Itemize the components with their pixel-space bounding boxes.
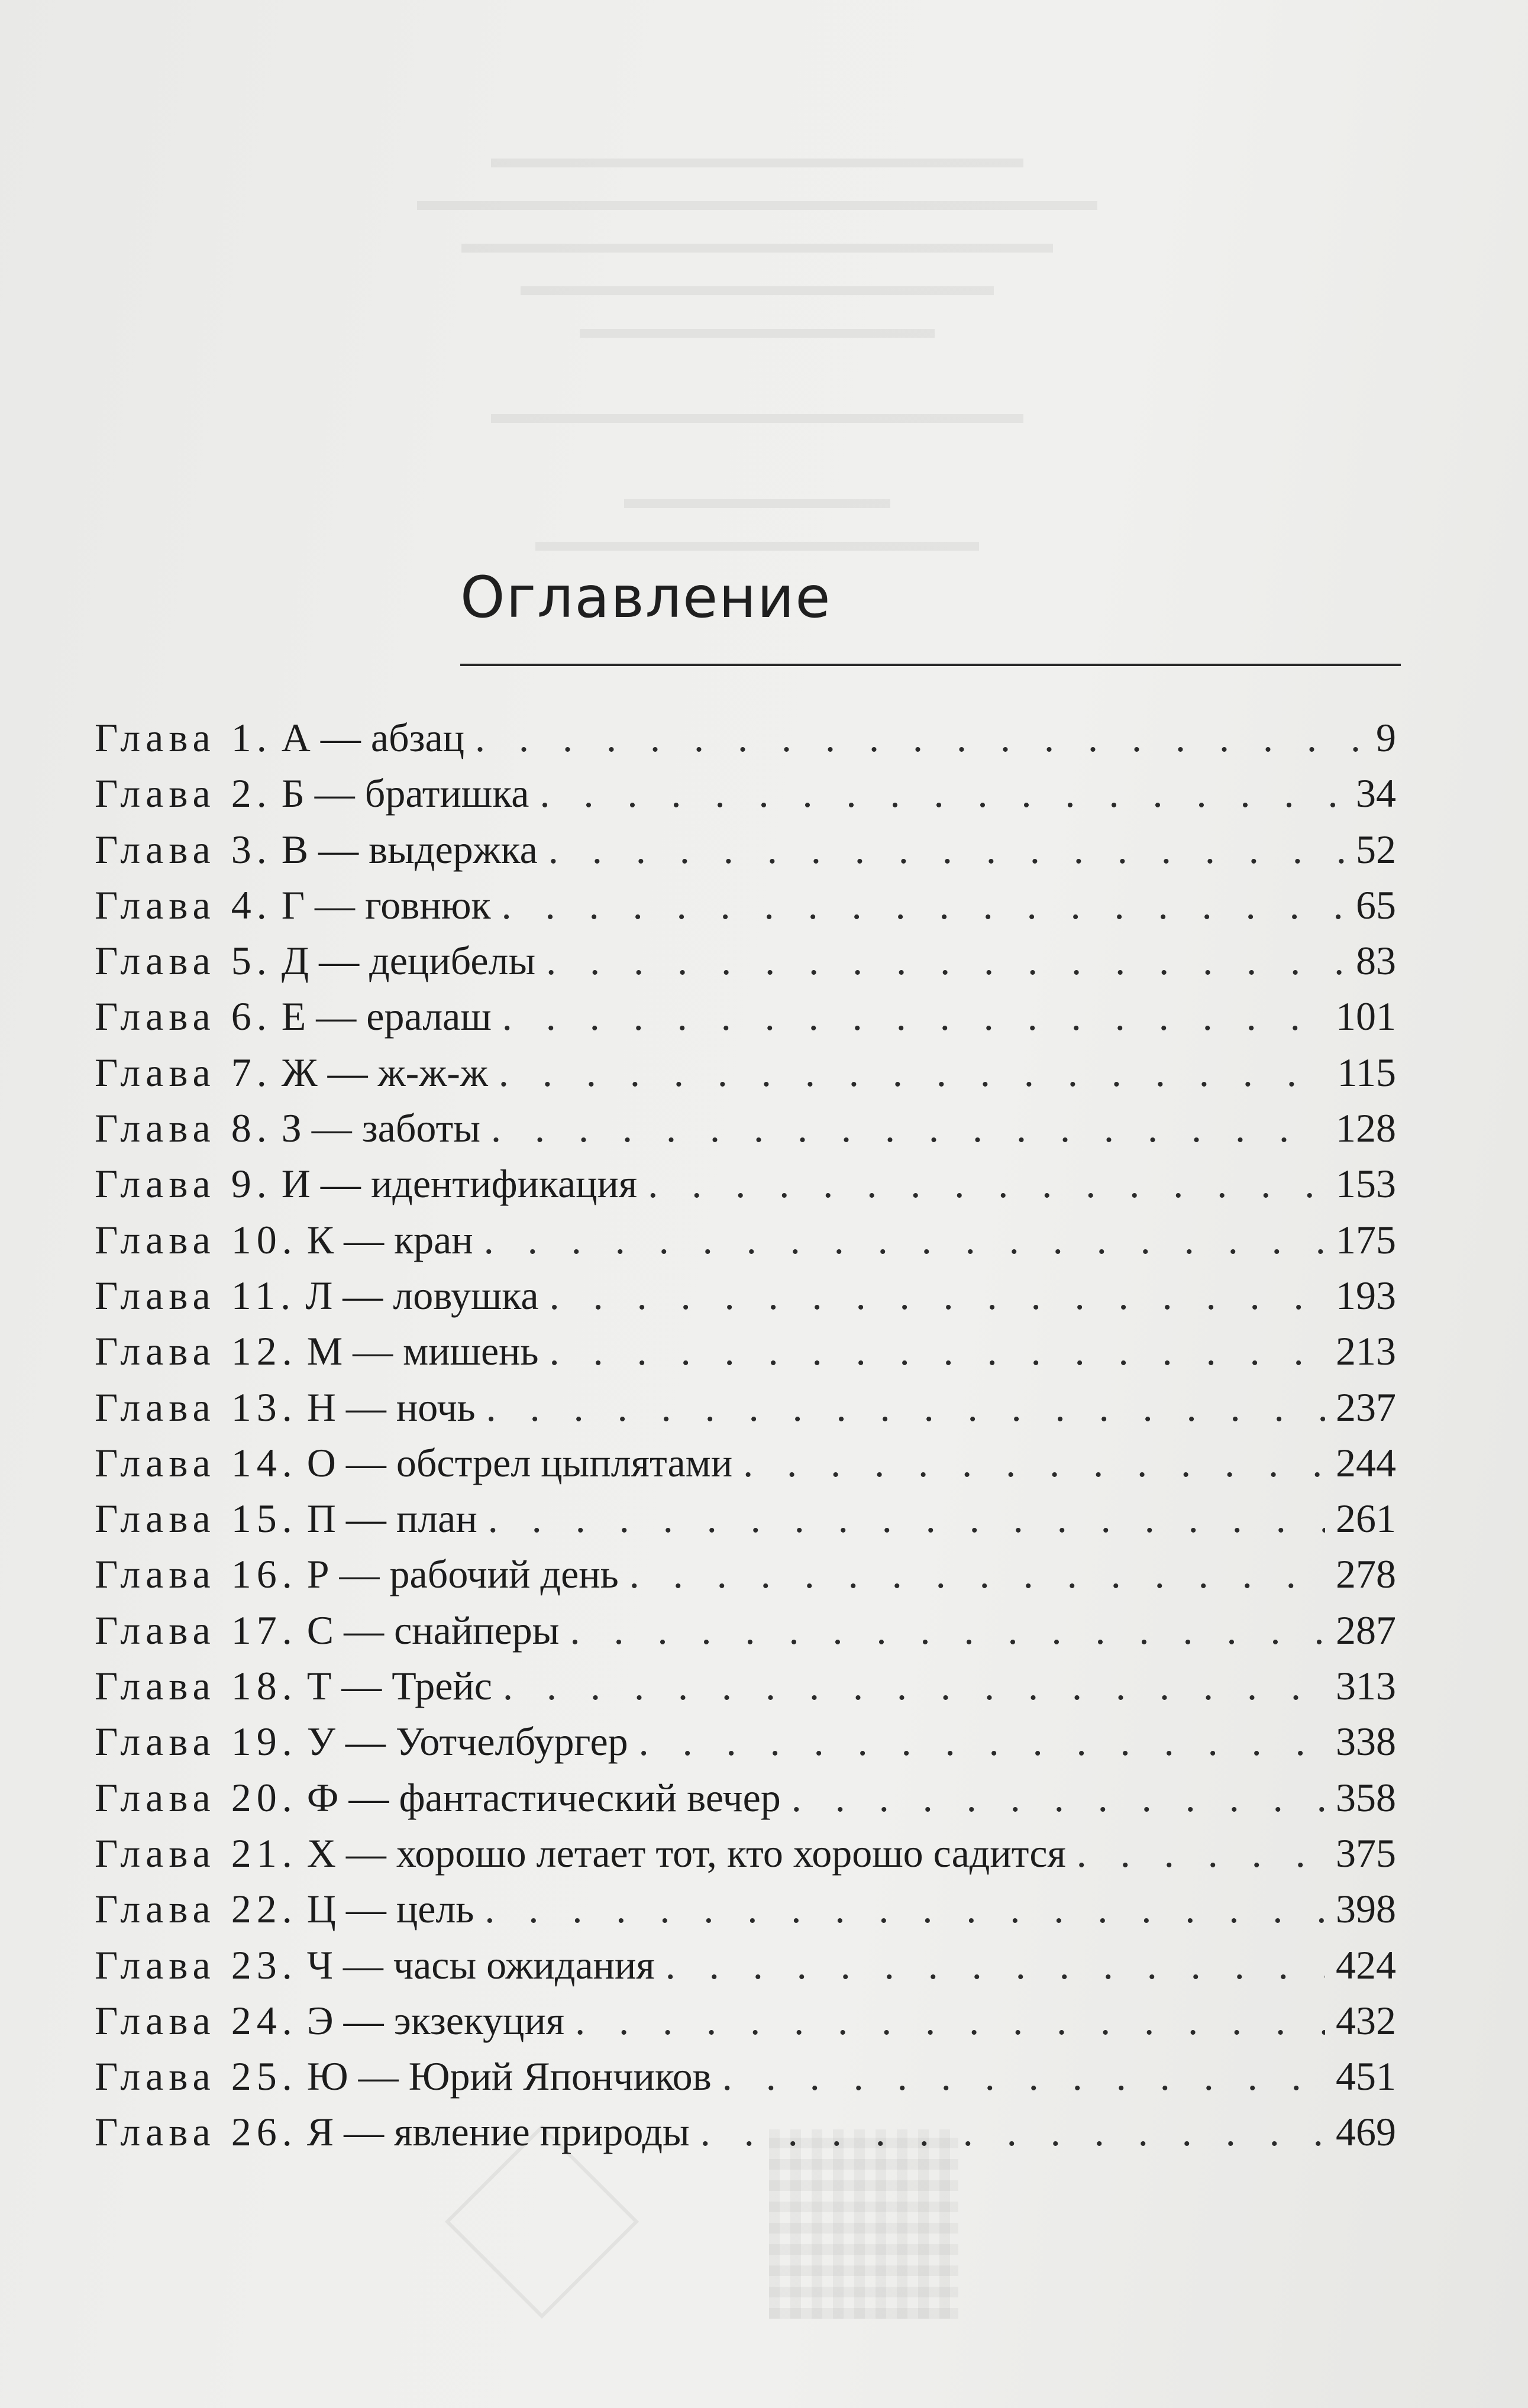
page-title: Оглавление bbox=[460, 564, 832, 631]
toc-leader-dots bbox=[648, 1161, 1325, 1207]
toc-chapter-number: Глава 15. bbox=[95, 1496, 298, 1541]
toc-chapter-number: Глава 26. bbox=[95, 2109, 298, 2155]
toc-entry bbox=[95, 1775, 1396, 1830]
toc-chapter-title: З — заботы bbox=[281, 1106, 480, 1151]
toc-chapter-number: Глава 4. bbox=[95, 882, 272, 927]
toc-leader-dots bbox=[575, 1997, 1325, 2044]
toc-chapter-number: Глава 21. bbox=[95, 1830, 298, 1876]
toc-page-number: 34 bbox=[1356, 771, 1396, 816]
toc-entry bbox=[95, 2109, 1396, 2164]
toc-page-number: 338 bbox=[1336, 1719, 1396, 1764]
toc-entry bbox=[95, 993, 1396, 1049]
toc-leader-dots bbox=[502, 882, 1345, 929]
toc-entry bbox=[95, 1718, 1396, 1774]
toc-leader-dots bbox=[548, 826, 1345, 873]
toc-chapter-number: Глава 3. bbox=[95, 826, 272, 872]
toc-leader-dots bbox=[629, 1551, 1325, 1598]
toc-leader-dots bbox=[484, 1886, 1325, 1932]
toc-page-number: 244 bbox=[1336, 1440, 1396, 1485]
toc-chapter-number: Глава 25. bbox=[95, 2054, 298, 2099]
toc-chapter-title: Ч — часы ожидания bbox=[306, 1942, 655, 1987]
toc-chapter-title: Х — хорошо летает тот, кто хорошо садится bbox=[306, 1830, 1066, 1876]
toc-entry bbox=[95, 1942, 1396, 1997]
toc-page-number: 375 bbox=[1336, 1830, 1396, 1876]
toc-chapter-title: Р — рабочий день bbox=[306, 1552, 619, 1597]
toc-chapter-title: В — выдержка bbox=[281, 826, 538, 872]
toc-chapter-title: Г — говнюк bbox=[281, 882, 491, 927]
toc-chapter-title: К — кран bbox=[306, 1217, 473, 1262]
toc-chapter-number: Глава 7. bbox=[95, 1049, 272, 1095]
toc-leader-dots bbox=[546, 938, 1345, 984]
toc-chapter-number: Глава 19. bbox=[95, 1719, 298, 1764]
toc-chapter-title: Ц — цель bbox=[306, 1886, 474, 1932]
toc-chapter-number: Глава 5. bbox=[95, 938, 272, 984]
toc-chapter-title: Б — братишка bbox=[281, 771, 529, 816]
table-of-contents bbox=[95, 715, 1396, 2165]
toc-entry bbox=[95, 1217, 1396, 1272]
toc-entry bbox=[95, 1328, 1396, 1384]
toc-entry bbox=[95, 1607, 1396, 1663]
toc-page-number: 101 bbox=[1336, 994, 1396, 1039]
toc-page-number: 287 bbox=[1336, 1607, 1396, 1653]
toc-page-number: 432 bbox=[1336, 1997, 1396, 2043]
toc-page-number: 153 bbox=[1336, 1161, 1396, 1207]
toc-chapter-title: Д — децибелы bbox=[281, 938, 536, 984]
toc-chapter-title: Т — Трейс bbox=[306, 1663, 492, 1709]
toc-chapter-title: П — план bbox=[306, 1496, 477, 1541]
toc-chapter-number: Глава 12. bbox=[95, 1329, 298, 1374]
toc-entry bbox=[95, 1384, 1396, 1440]
toc-page-number: 424 bbox=[1336, 1942, 1396, 1987]
toc-entry bbox=[95, 1161, 1396, 1216]
toc-leader-dots bbox=[570, 1607, 1325, 1654]
toc-leader-dots bbox=[743, 1440, 1325, 1486]
toc-chapter-title: Н — ночь bbox=[306, 1384, 476, 1430]
toc-leader-dots bbox=[1077, 1830, 1325, 1877]
toc-leader-dots bbox=[550, 1328, 1325, 1375]
toc-leader-dots bbox=[666, 1942, 1325, 1989]
toc-entry bbox=[95, 1272, 1396, 1328]
toc-entry bbox=[95, 938, 1396, 993]
toc-leader-dots bbox=[475, 715, 1365, 761]
toc-page-number: 52 bbox=[1356, 826, 1396, 872]
toc-page-number: 398 bbox=[1336, 1886, 1396, 1932]
toc-chapter-title: С — снайперы bbox=[306, 1607, 560, 1653]
toc-page-number: 451 bbox=[1336, 2054, 1396, 2099]
toc-entry bbox=[95, 2053, 1396, 2109]
toc-chapter-number: Глава 17. bbox=[95, 1607, 298, 1653]
toc-chapter-title: О — обстрел цыплятами bbox=[306, 1440, 733, 1485]
toc-leader-dots bbox=[486, 1384, 1325, 1431]
toc-chapter-number: Глава 6. bbox=[95, 994, 272, 1039]
toc-page-number: 358 bbox=[1336, 1775, 1396, 1820]
toc-chapter-number: Глава 24. bbox=[95, 1997, 298, 2043]
toc-page-number: 261 bbox=[1336, 1496, 1396, 1541]
toc-leader-dots bbox=[484, 1217, 1325, 1263]
toc-chapter-number: Глава 16. bbox=[95, 1552, 298, 1597]
toc-entry bbox=[95, 1105, 1396, 1161]
show-through-text: ▬▬▬▬▬▬▬▬▬▬▬▬▬▬▬▬▬▬ ▬▬▬▬▬▬▬▬▬▬▬▬▬▬▬▬▬▬▬▬▬▬▬ ▬▬▬▬▬▬▬▬▬▬▬▬▬▬▬▬▬▬▬▬ ▬▬▬▬▬▬▬▬▬▬▬▬▬▬▬▬ ▬▬▬▬▬▬▬▬▬▬▬▬ ▬▬▬▬▬▬▬▬▬▬▬▬▬▬▬▬▬▬ ▬▬▬▬▬▬▬▬▬ ▬▬▬▬▬▬▬▬▬▬▬▬▬▬▬ bbox=[417, 141, 1097, 557]
toc-entry bbox=[95, 1551, 1396, 1607]
toc-chapter-number: Глава 14. bbox=[95, 1440, 298, 1485]
toc-entry bbox=[95, 1830, 1396, 1886]
title-divider bbox=[460, 664, 1401, 666]
toc-page-number: 237 bbox=[1336, 1384, 1396, 1430]
toc-leader-dots bbox=[792, 1775, 1325, 1821]
toc-chapter-number: Глава 8. bbox=[95, 1106, 272, 1151]
toc-chapter-title: Е — ералаш bbox=[281, 994, 492, 1039]
toc-leader-dots bbox=[550, 1272, 1325, 1319]
toc-chapter-title: И — идентификация bbox=[281, 1161, 638, 1207]
toc-chapter-number: Глава 1. bbox=[95, 715, 272, 760]
toc-entry bbox=[95, 882, 1396, 938]
toc-chapter-number: Глава 10. bbox=[95, 1217, 298, 1262]
toc-chapter-number: Глава 11. bbox=[95, 1272, 296, 1318]
toc-chapter-title: Л — ловушка bbox=[305, 1272, 539, 1318]
toc-chapter-title: Я — явление природы bbox=[306, 2109, 690, 2155]
toc-leader-dots bbox=[502, 993, 1325, 1040]
toc-page-number: 83 bbox=[1356, 938, 1396, 984]
toc-chapter-number: Глава 2. bbox=[95, 771, 272, 816]
toc-page-number: 313 bbox=[1336, 1663, 1396, 1709]
toc-entry bbox=[95, 715, 1396, 770]
toc-leader-dots bbox=[503, 1663, 1325, 1709]
toc-chapter-number: Глава 23. bbox=[95, 1942, 298, 1987]
toc-page-number: 469 bbox=[1336, 2109, 1396, 2155]
toc-chapter-title: Ю — Юрий Япончиков bbox=[306, 2054, 712, 2099]
toc-chapter-title: Ж — ж-ж-ж bbox=[281, 1049, 488, 1095]
toc-leader-dots bbox=[499, 1049, 1327, 1096]
toc-chapter-number: Глава 18. bbox=[95, 1663, 298, 1709]
toc-page-number: 9 bbox=[1376, 715, 1396, 760]
toc-entry bbox=[95, 1049, 1396, 1105]
toc-entry bbox=[95, 1440, 1396, 1495]
toc-page-number: 128 bbox=[1336, 1106, 1396, 1151]
toc-chapter-number: Глава 20. bbox=[95, 1775, 298, 1820]
toc-page-number: 175 bbox=[1336, 1217, 1396, 1262]
toc-leader-dots bbox=[639, 1718, 1325, 1765]
toc-entry bbox=[95, 1997, 1396, 2053]
toc-leader-dots bbox=[700, 2109, 1325, 2155]
toc-chapter-title: У — Уотчелбургер bbox=[306, 1719, 628, 1764]
toc-page-number: 213 bbox=[1336, 1329, 1396, 1374]
toc-chapter-number: Глава 13. bbox=[95, 1384, 298, 1430]
toc-entry bbox=[95, 1663, 1396, 1718]
toc-chapter-title: Э — экзекуция bbox=[306, 1997, 565, 2043]
toc-leader-dots bbox=[491, 1105, 1325, 1152]
toc-chapter-title: А — абзац bbox=[281, 715, 465, 760]
toc-chapter-number: Глава 22. bbox=[95, 1886, 298, 1932]
toc-chapter-number: Глава 9. bbox=[95, 1161, 272, 1207]
toc-chapter-title: М — мишень bbox=[306, 1329, 539, 1374]
toc-entry bbox=[95, 1886, 1396, 1941]
toc-page-number: 115 bbox=[1337, 1049, 1396, 1095]
toc-entry bbox=[95, 826, 1396, 882]
toc-entry bbox=[95, 1495, 1396, 1551]
toc-page-number: 65 bbox=[1356, 882, 1396, 927]
toc-chapter-title: Ф — фантастический вечер bbox=[306, 1775, 781, 1820]
toc-leader-dots bbox=[540, 770, 1345, 817]
toc-page-number: 278 bbox=[1336, 1552, 1396, 1597]
toc-page-number: 193 bbox=[1336, 1272, 1396, 1318]
toc-leader-dots bbox=[488, 1495, 1325, 1542]
toc-leader-dots bbox=[722, 2053, 1325, 2100]
toc-entry bbox=[95, 770, 1396, 826]
